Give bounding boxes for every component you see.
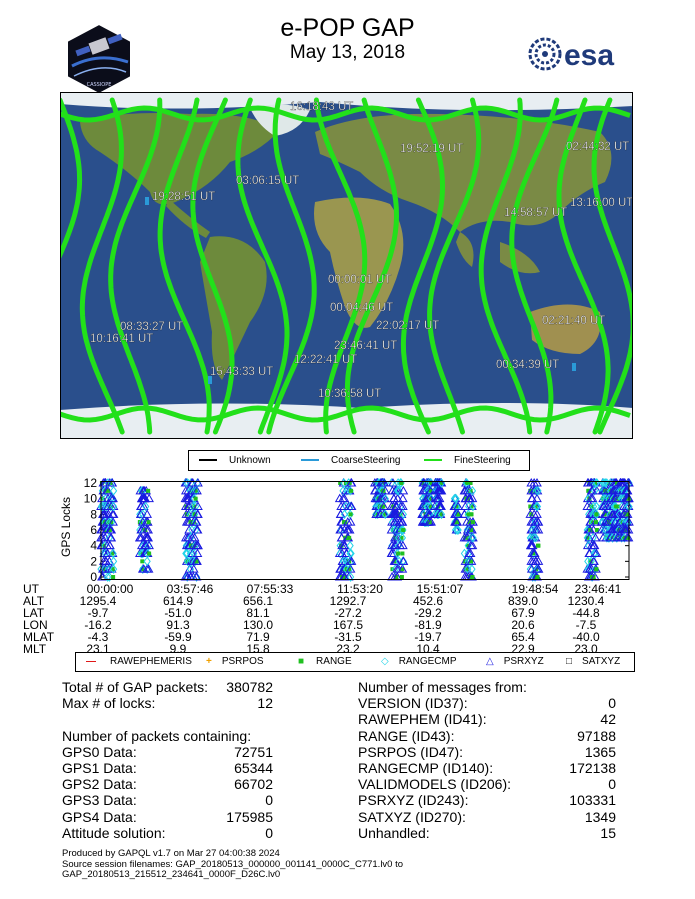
table-cell: 81.1 (246, 606, 270, 620)
range-point (111, 575, 115, 579)
legend-symbol: △ (486, 656, 494, 667)
row-label-alt: ALT (23, 594, 45, 608)
orbit-time-label: 14:58:57 UT (504, 207, 568, 219)
ut-time-cell: 07:55:33 (246, 582, 294, 596)
table-cell: 23.1 (86, 642, 110, 656)
stat-value: 65344 (234, 760, 273, 776)
table-cell: 91.3 (166, 618, 190, 632)
table-cell: 1230.4 (567, 594, 605, 608)
orbit-time-label: 15:43:33 UT (210, 366, 274, 378)
stat-label: Total # of GAP packets: (62, 679, 209, 695)
table-cell: -29.2 (414, 606, 442, 620)
stat-label: PSRPOS (ID47): (358, 743, 464, 760)
stat-value: 72751 (234, 743, 273, 760)
stat-label: PSRXYZ (ID243): (358, 792, 469, 809)
stat-value: 12 (257, 695, 273, 712)
range-point (400, 552, 404, 556)
y-tick-label: 4 (90, 538, 97, 553)
y-tick-label: 8 (90, 507, 97, 522)
legend-line-fine (424, 459, 442, 461)
stat-label: Attitude solution: (62, 824, 166, 841)
orbit-time-label: 16:18:43 UT (290, 101, 354, 113)
stat-label: GPS1 Data: (62, 760, 137, 776)
range-point (400, 575, 404, 579)
range-point (470, 512, 474, 516)
lock-points (97, 479, 633, 581)
range-point (470, 575, 474, 579)
msg-legend-psrxyz (486, 656, 544, 668)
row-label-lat: LAT (23, 606, 45, 620)
row-label-mlat: MLAT (23, 630, 55, 644)
range-point (147, 552, 151, 556)
stat-label: VALIDMODELS (ID206): (358, 776, 512, 793)
range-point (594, 567, 598, 571)
table-cell: 10.4 (416, 642, 440, 656)
y-tick-label: 0 (90, 570, 97, 584)
stat-value: 380782 (226, 679, 273, 695)
range-point (349, 512, 353, 516)
legend-symbol: — (86, 656, 96, 667)
legend-label: Unknown (229, 455, 271, 466)
orbit-time-label: 19:28:51 UT (152, 191, 216, 203)
coarse-steering-mark (572, 363, 576, 371)
stat-label: VERSION (ID37): (358, 695, 468, 712)
footer (62, 849, 403, 881)
range-point (535, 575, 539, 579)
ut-time-cell: 03:57:46 (166, 582, 214, 596)
stat-label: Number of messages from: (358, 679, 527, 695)
table-cell: 167.5 (332, 618, 364, 632)
table-cell: 614.9 (162, 594, 194, 608)
legend-line-unknown (199, 459, 217, 461)
table-cell: -81.9 (414, 618, 442, 632)
stat-value: 172138 (569, 760, 616, 776)
stat-label: GPS2 Data: (62, 776, 137, 793)
range-point (396, 552, 400, 556)
table-cell: -9.7 (87, 606, 109, 620)
orbit-time-label: 00:04:46 UT (330, 302, 394, 314)
legend-item-unknown (199, 454, 271, 467)
legend-symbol: □ (566, 656, 573, 667)
row-label-lon: LON (23, 618, 48, 632)
orbit-time-label: 00:34:39 UT (496, 359, 560, 371)
table-cell: 65.4 (511, 630, 535, 644)
mission-logo-text: CASSIOPE (86, 82, 112, 88)
stat-label: Number of packets containing: (62, 727, 252, 744)
table-cell: -4.3 (87, 630, 109, 644)
stat-label: GPS4 Data: (62, 808, 137, 825)
table-cell: 1292.7 (329, 594, 367, 608)
legend-label: RANGE (316, 656, 352, 667)
legend-label: FineSteering (454, 455, 511, 466)
row-label-mlt: MLT (23, 642, 47, 656)
legend-label: RANGECMP (398, 656, 457, 667)
table-cell: 15.8 (246, 642, 270, 656)
orbit-time-label: 10:16:41 UT (90, 333, 154, 345)
stat-value: 1365 (584, 743, 616, 760)
legend-line-coarse (301, 459, 319, 461)
footer-source-start: Source session filenames: GAP_20180513_000000_001141_0000C_C771.lv0 to (62, 858, 404, 870)
row-label-ut: UT (23, 582, 39, 596)
legend-symbol: ■ (298, 656, 305, 667)
y-axis-label: GPS Locks (59, 496, 73, 558)
table-cell: -7.5 (575, 618, 597, 632)
stat-value: 42 (600, 711, 616, 728)
psrxyz-point (98, 534, 106, 541)
stat-value: 0 (608, 776, 616, 793)
table-cell: -40.0 (572, 630, 600, 644)
orbit-time-label: 19:52:19 UT (400, 143, 464, 155)
orbit-time-label: 10:36:58 UT (318, 388, 382, 400)
legend-label: SATXYZ (582, 656, 621, 667)
orbit-time-label: 22:02:17 UT (376, 320, 440, 332)
orbit-time-label: 02:44:32 UT (566, 141, 630, 153)
legend-item-fine (424, 454, 511, 467)
msg-legend-rawephemeris (86, 656, 192, 668)
table-cell: 130.0 (242, 618, 274, 632)
y-tick-label: 12 (83, 476, 97, 490)
table-cell: 839.0 (507, 594, 539, 608)
legend-label: PSRPOS (221, 656, 264, 667)
orbit-time-label: 23:46:41 UT (334, 340, 398, 352)
range-point (194, 497, 198, 501)
orbit-time-label: 02:21:40 UT (542, 315, 606, 327)
table-cell: 656.1 (242, 594, 274, 608)
msg-legend-rangecmp (381, 656, 457, 668)
stat-value: 66702 (234, 776, 273, 793)
orbit-time-label: 03:06:15 UT (236, 175, 300, 187)
ut-time-cell: 15:51:07 (416, 582, 464, 596)
table-cell: 9.9 (169, 642, 187, 656)
table-cell: -44.8 (572, 606, 600, 620)
legend-symbol: + (206, 656, 212, 667)
table-cell: -59.9 (164, 630, 192, 644)
range-point (401, 528, 405, 532)
stat-value: 103331 (569, 792, 616, 809)
stat-label: SATXYZ (ID270): (358, 808, 466, 825)
table-cell: -19.7 (414, 630, 442, 644)
stat-value: 0 (265, 792, 273, 809)
stat-value: 0 (265, 824, 273, 841)
orbit-time-label: 00:00:01 UT (328, 274, 392, 286)
y-tick-label: 10 (83, 491, 97, 506)
range-point (146, 489, 150, 493)
footer-source-end: GAP_20180513_215512_234641_0000F_D26C.lv0 (62, 869, 281, 880)
orbit-legend (188, 450, 530, 471)
page-date: May 13, 2018 (289, 42, 406, 63)
range-point (536, 544, 540, 548)
table-cell: 22.9 (511, 642, 535, 656)
ut-time-cell: 00:00:00 (86, 582, 134, 596)
message-legend (75, 652, 635, 672)
table-cell: 23.2 (336, 642, 360, 656)
table-cell: 20.6 (511, 618, 535, 632)
y-tick-label: 6 (90, 523, 97, 537)
page-title: e-POP GAP (280, 14, 415, 42)
stat-label: Max # of locks: (62, 695, 156, 712)
table-cell: 71.9 (246, 630, 270, 644)
y-tick-label: 2 (90, 554, 97, 569)
legend-label: CoarseSteering (331, 455, 401, 466)
table-cell: 1295.4 (79, 594, 117, 608)
range-point (471, 520, 475, 524)
table-cell: 67.9 (511, 606, 535, 620)
stat-label: RAWEPHEM (ID41): (358, 711, 487, 728)
esa-logo-text: esa (564, 39, 615, 72)
legend-label: PSRXYZ (503, 656, 544, 667)
stat-value: 15 (600, 824, 616, 841)
plot-frame (101, 482, 629, 580)
orbit-time-label: 13:16:00 UT (570, 197, 633, 209)
range-point (594, 512, 598, 516)
rangecmp-point (144, 557, 150, 565)
orbit-time-label: 08:33:27 UT (120, 321, 184, 333)
range-point (147, 520, 151, 524)
ut-time-cell: 11:53:20 (337, 582, 383, 596)
legend-item-coarse (301, 454, 400, 467)
stat-value: 0 (608, 695, 616, 712)
msg-legend-psrpos (206, 656, 264, 668)
range-point (349, 489, 353, 493)
stat-label: Unhandled: (358, 824, 430, 841)
legend-label: RAWEPHEMERIS (110, 656, 192, 667)
stat-label: GPS3 Data: (62, 792, 137, 809)
stat-value: 97188 (577, 727, 616, 744)
coarse-steering-mark (145, 197, 149, 205)
stat-label: RANGECMP (ID140): (358, 760, 494, 776)
orbit-time-label: 12:22:41 UT (294, 354, 358, 366)
gps-locks-chart (0, 474, 695, 586)
footer-produced-by: Produced by GAPQL v1.7 on Mar 27 04:00:38 2024 (62, 848, 280, 859)
table-cell: -51.0 (164, 606, 192, 620)
table-cell: 23.0 (574, 642, 598, 656)
y-ticks (84, 476, 629, 584)
msg-legend-satxyz (566, 656, 620, 668)
ut-time-cell: 23:46:41 (574, 582, 622, 596)
stat-value: 175985 (226, 808, 273, 825)
range-point (594, 520, 598, 524)
legend-symbol: ◇ (381, 656, 389, 667)
ut-time-cell: 19:48:54 (511, 582, 559, 596)
table-cell: -16.2 (84, 618, 112, 632)
stat-value: 1349 (584, 808, 616, 825)
esa-logo (525, 34, 635, 74)
stat-label: RANGE (ID43): (358, 727, 455, 744)
range-point (347, 536, 351, 540)
stat-label: GPS0 Data: (62, 743, 137, 760)
world-map (60, 92, 633, 439)
table-cell: -27.2 (334, 606, 362, 620)
table-cell: 452.6 (412, 594, 444, 608)
table-cell: -31.5 (334, 630, 362, 644)
mission-logo (62, 22, 136, 96)
msg-legend-range (298, 656, 352, 668)
